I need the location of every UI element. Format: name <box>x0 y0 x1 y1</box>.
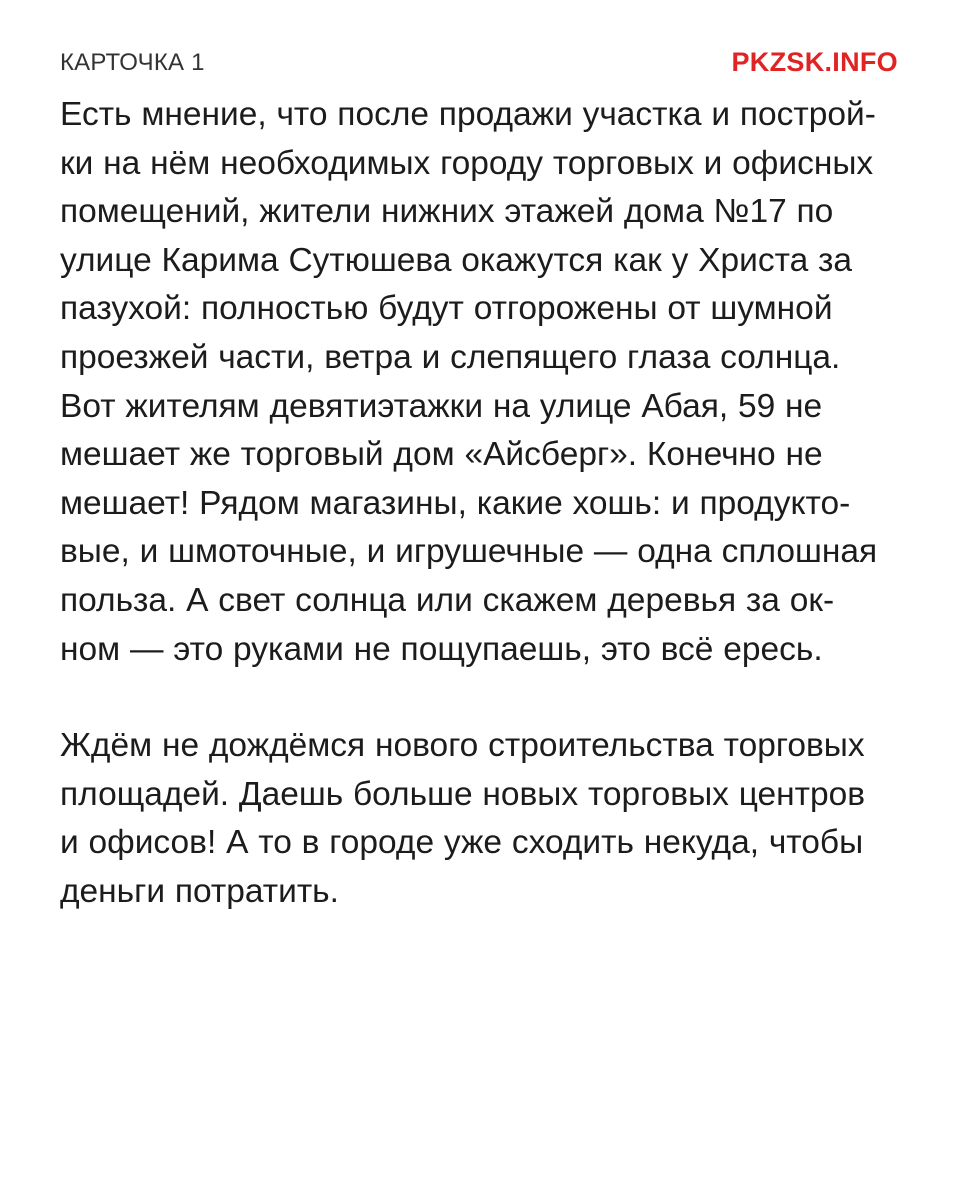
text-line: Вот жителям девятиэтажки на улице Абая, 59 не <box>60 387 823 425</box>
text-line: польза. А свет солнца или скажем деревья за ок- <box>60 581 835 619</box>
text-line: пазухой: полностью будут отгорожены от шумной <box>60 290 833 328</box>
text-line: проезжей части, ветра и слепящего глаза солнца. <box>60 338 841 376</box>
article-body <box>60 91 900 917</box>
card-label: КАРТОЧКА 1 <box>60 49 205 76</box>
text-line: мешает! Рядом магазины, какие хошь: и продукто- <box>60 484 851 522</box>
site-name: PKZSK.INFO <box>731 47 898 77</box>
text-line: ном — это руками не пощупаешь, это всё ересь. <box>60 630 823 668</box>
text-line: улице Карима Сутюшева окажутся как у Христа за <box>60 241 852 279</box>
text-line: ки на нём необходимых городу торговых и офисных <box>60 144 874 182</box>
text-line: и офисов! А то в городе уже сходить некуда, чтобы <box>60 824 864 862</box>
text-line: помещений, жители нижних этажей дома №17 по <box>60 193 834 231</box>
text-line: Ждём не дождёмся нового строительства торговых <box>60 727 865 765</box>
paragraph-1 <box>60 91 900 674</box>
text-line: площадей. Даешь больше новых торговых центров <box>60 775 866 813</box>
text-line: деньги потратить. <box>60 872 339 910</box>
text-line: Есть мнение, что после продажи участка и построй- <box>60 96 876 133</box>
paragraph-2 <box>60 722 900 916</box>
text-line: вые, и шмоточные, и игрушечные — одна сплошная <box>60 533 878 571</box>
text-line: мешает же торговый дом «Айсберг». Конечно не <box>60 436 823 474</box>
